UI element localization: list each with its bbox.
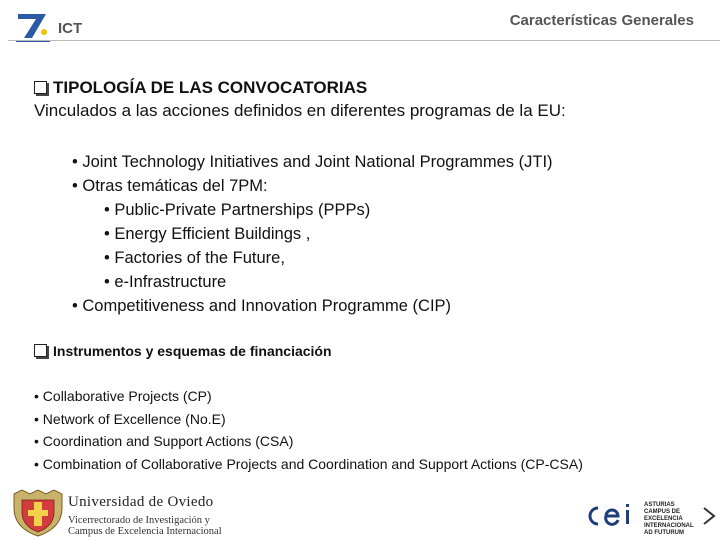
cei-line: CAMPUS DE EXCELENCIA (644, 509, 683, 522)
university-subtitle: Vicerrectorado de Investigación y (68, 515, 210, 526)
list-item: • Public-Private Partnerships (PPPs) (104, 201, 371, 219)
checkbox-bullet-icon (34, 344, 47, 357)
section2-title-text: Instrumentos y esquemas de financiación (53, 343, 332, 359)
cei-logo-icon (584, 500, 640, 530)
cei-line: ASTURIAS (644, 502, 675, 508)
ict-label: ICT (58, 20, 83, 37)
list-item: • Energy Efficient Buildings , (104, 225, 311, 243)
list-item: • Coordination and Support Actions (CSA) (34, 433, 294, 449)
university-name: Universidad de Oviedo (68, 494, 214, 510)
list-item: • Network of Excellence (No.E) (34, 410, 226, 427)
section1-title (34, 78, 367, 98)
list-item: • e-Infrastructure (104, 273, 227, 291)
section2-list (34, 385, 583, 475)
section1-title-text: TIPOLOGÍA DE LAS CONVOCATORIAS (53, 78, 368, 97)
list-item: • Joint Technology Initiatives and Joint National Programmes (JTI) (72, 153, 553, 171)
header-divider (8, 40, 720, 41)
section1-description: Vinculados a las acciones definidos en diferentes programas de la EU: (34, 101, 566, 120)
cei-line: INTERNACIONAL (644, 523, 694, 529)
section2-title (34, 343, 332, 359)
list-item: • Otras temáticas del 7PM: (72, 177, 268, 195)
list-item: • Combination of Collaborative Projects and Coordination and Support Actions (CP-CSA) (34, 455, 583, 472)
list-item: • Factories of the Future, (104, 249, 285, 267)
fp7-logo-icon (14, 10, 54, 44)
university-subtitle: Campus de Excelencia Internacional (68, 526, 222, 537)
cei-line: AD FUTURUM (644, 530, 684, 536)
page-title: Características Generales (509, 12, 694, 29)
arrow-right-icon (702, 506, 716, 526)
checkbox-bullet-icon (34, 81, 47, 94)
list-item: • Collaborative Projects (CP) (34, 388, 212, 404)
list-item: • Competitiveness and Innovation Programme (CIP) (72, 297, 452, 315)
